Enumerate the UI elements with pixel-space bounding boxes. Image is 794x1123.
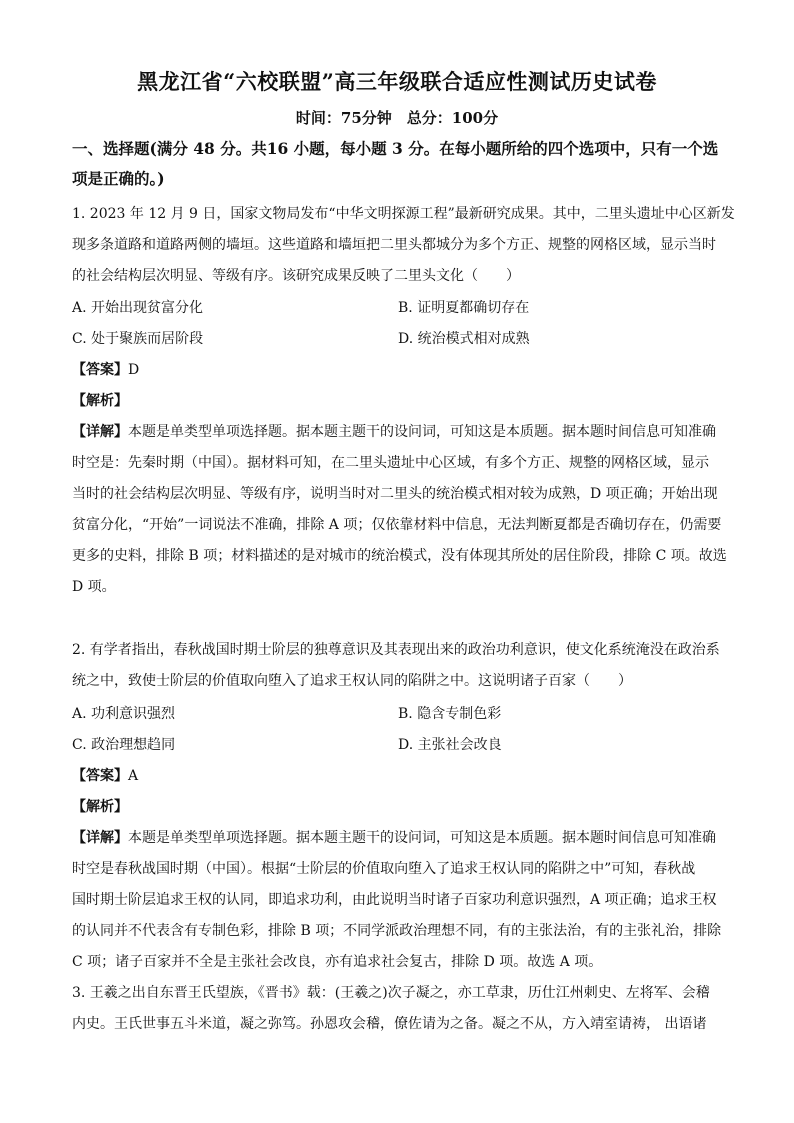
section-heading-line-2: 项是正确的。) [72,169,165,188]
q1-detail-line-4: 贫富分化，“开始”一词说法不准确，排除 A 项；仅依靠材料中信息，无法判断夏都是否确切存在，仍需要 [72,517,722,533]
q3-stem-line-1: 3. 王羲之出自东晋王氏望族，《晋书》载：(王羲之)次子凝之，亦工草隶，历仕江州刺史、左将军、会稽 [72,985,710,1001]
detail-text: 本题是单类型单项选择题。据本题主题干的设问词，可知这是本质题。据本题时间信息可知准确 [128,424,716,440]
q2-option-b: B. 隐含专制色彩 [398,706,502,722]
q2-option-c: C. 政治理想趋同 [72,737,176,753]
section-heading-line-1: 一、选择题(满分 48 分。共16 小题，每小题 3 分。在每小题所给的四个选项中，只有一个选 [72,139,719,158]
page-title: 黑龙江省“六校联盟”高三年级联合适应性测试历史试卷 [137,69,657,94]
q1-detail-line-1 [72,421,716,441]
q2-option-d: D. 主张社会改良 [398,737,502,753]
answer-tag: 【答案】 [72,362,128,378]
q2-detail-line-2: 时空是春秋战国时期（中国）。根据“士阶层的价值取向堕入了追求王权认同的陷阱之中”可知，春秋战 [72,861,696,877]
q2-option-a: A. 功利意识强烈 [72,706,176,722]
q2-detail-line-3: 国时期士阶层追求王权的认同，即追求功利，由此说明当时诸子百家功利意识强烈，A 项正确；追求王权 [72,892,717,908]
q2-answer [72,765,138,785]
detail-text: 本题是单类型单项选择题。据本题主题干的设问词，可知这是本质题。据本题时间信息可知准确 [128,830,716,846]
q2-stem-line-1: 2. 有学者指出，春秋战国时期士阶层的独尊意识及其表现出来的政治功利意识，使文化系统淹没在政治系 [72,642,720,658]
q2-detail-line-5: C 项；诸子百家并不全是主张社会改良，亦有追求社会复古，排除 D 项。故选 A 项。 [72,954,603,970]
answer-value: A [128,768,139,784]
exam-info: 时间：75分钟 总分：100分 [295,109,499,127]
q1-stem-line-1: 1. 2023 年 12 月 9 日，国家文物局发布“中华文明探源工程”最新研究成果。其中，二里头遗址中心区新发 [72,206,735,222]
q1-detail-line-5: 更多的史料，排除 B 项；材料描述的是对城市的统治模式，没有体现其所处的居住阶段，排除 C 项。故选 [72,548,727,564]
q1-option-c: C. 处于聚族而居阶段 [72,331,204,347]
q1-stem-line-2: 现多条道路和道路两侧的墙垣。这些道路和墙垣把二里头都城分为多个方正、规整的网格区域，显示当时 [72,237,716,253]
detail-tag: 【详解】 [72,830,128,846]
q1-option-d: D. 统治模式相对成熟 [398,331,530,347]
q2-stem-line-2: 统之中，致使士阶层的价值取向堕入了追求王权认同的陷阱之中。这说明诸子百家（ ） [72,673,632,689]
answer-value: D [128,362,140,378]
q1-detail-line-3: 当时的社会结构层次明显、等级有序，说明当时对二里头的统治模式相对较为成熟，D 项正确；开始出现 [72,486,718,502]
q2-detail-line-4: 的认同并不代表含有专制色彩，排除 B 项；不同学派政治理想不同，有的主张法治，有的主张礼治，排除 [72,923,722,939]
q1-answer [72,359,139,379]
q1-stem-line-3: 的社会结构层次明显、等级有序。该研究成果反映了二里头文化（ ） [72,268,520,284]
q1-option-a: A. 开始出现贫富分化 [72,300,204,316]
q1-option-b: B. 证明夏都确切存在 [398,300,530,316]
q2-analysis-tag: 【解析】 [72,799,128,815]
q2-detail-line-1 [72,827,716,847]
q1-analysis-tag: 【解析】 [72,393,128,409]
q1-detail-line-6: D 项。 [72,579,116,595]
answer-tag: 【答案】 [72,768,128,784]
q1-detail-line-2: 时空是：先秦时期（中国）。据材料可知，在二里头遗址中心区域，有多个方正、规整的网格区域，显示 [72,455,709,471]
q3-stem-line-2: 内史。王氏世事五斗米道，凝之弥笃。孙恩攻会稽，僚佐请为之备。凝之不从，方入靖室请祷， 出语诸 [72,1016,707,1032]
detail-tag: 【详解】 [72,424,128,440]
